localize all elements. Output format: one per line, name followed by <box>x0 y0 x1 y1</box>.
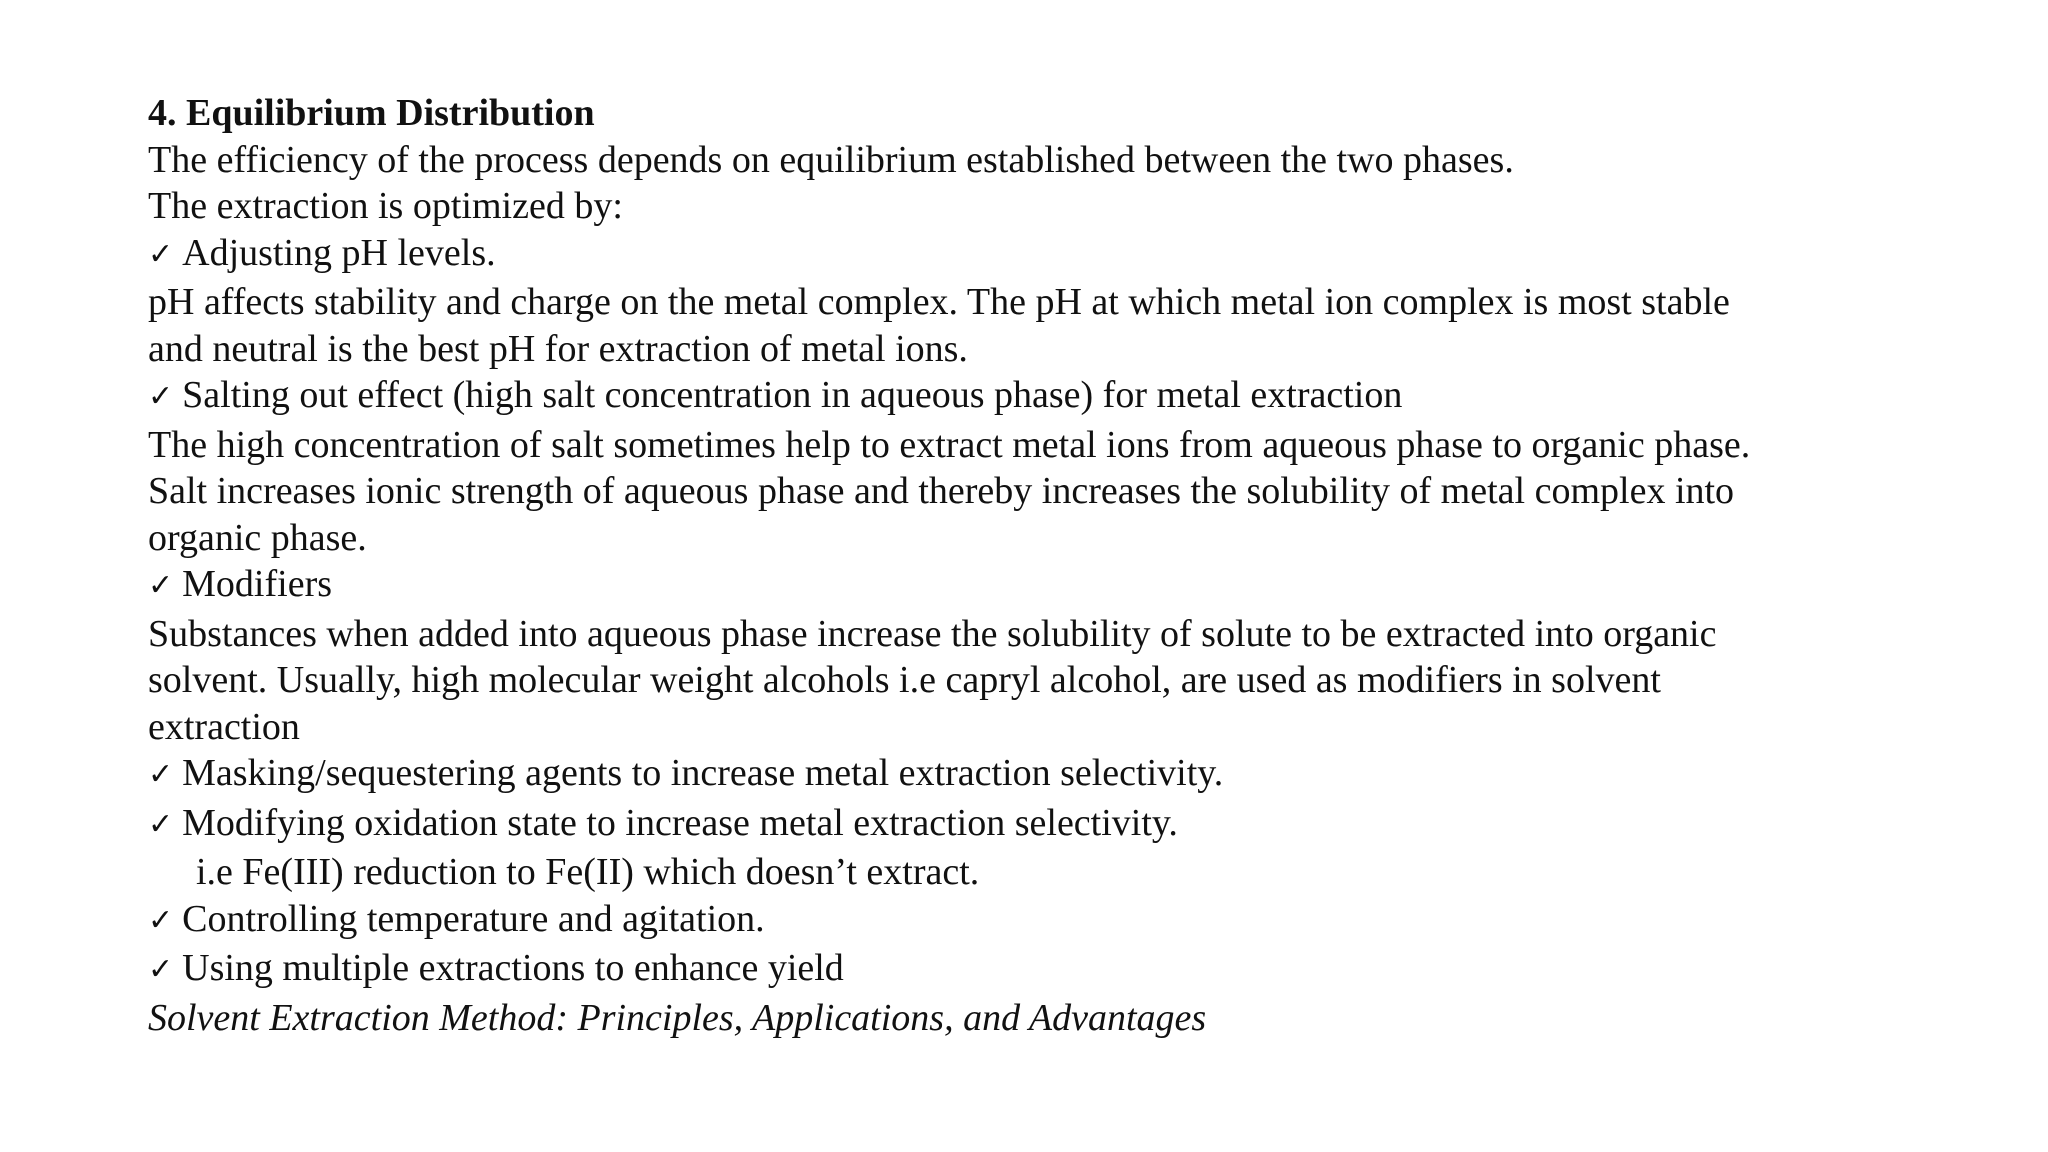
salting-body-line-1: The high concentration of salt sometimes help to extract metal ions from aqueous phase to organic phase. <box>148 423 1751 466</box>
intro-line-1: The efficiency of the process depends on equilibrium established between the two phases. <box>148 138 1514 181</box>
oxidation-note: i.e Fe(III) reduction to Fe(II) which doesn’t extract. <box>196 851 980 893</box>
checkmark-icon: ✓ <box>148 806 174 842</box>
bullet-oxidation <box>148 800 2008 850</box>
checkmark-icon: ✓ <box>148 379 174 414</box>
bullet-temperature-label: Controlling temperature and agitation. <box>182 897 765 940</box>
bullet-ph <box>148 230 2008 280</box>
ph-body-line-2: and neutral is the best pH for extraction of metal ions. <box>148 327 968 370</box>
salting-body-line-2: Salt increases ionic strength of aqueous phase and thereby increases the solubility of metal complex into <box>148 470 1735 512</box>
document-page <box>148 90 2008 1041</box>
checkmark-icon: ✓ <box>148 568 174 603</box>
bullet-ph-label: Adjusting pH levels. <box>182 231 496 274</box>
section-heading: 4. Equilibrium Distribution <box>148 92 595 134</box>
bullet-salting <box>148 372 2008 422</box>
modifiers-body-line-1: Substances when added into aqueous phase increase the solubility of solute to be extracted into organic <box>148 612 1717 655</box>
ph-body-line-1: pH affects stability and charge on the metal complex. The pH at which metal ion complex is most stable <box>148 281 1730 323</box>
bullet-multiple-label: Using multiple extractions to enhance yield <box>182 947 844 989</box>
modifiers-body-line-3: extraction <box>148 705 300 748</box>
checkmark-icon: ✓ <box>148 757 174 792</box>
checkmark-icon: ✓ <box>148 236 174 272</box>
checkmark-icon: ✓ <box>148 952 174 987</box>
salting-body-line-3: organic phase. <box>148 516 367 559</box>
source-caption: Solvent Extraction Method: Principles, Applications, and Advantages <box>148 996 1207 1039</box>
bullet-temperature <box>148 896 2008 946</box>
bullet-modifiers <box>148 561 2008 611</box>
bullet-salting-label: Salting out effect (high salt concentration in aqueous phase) for metal extraction <box>182 374 1403 416</box>
bullet-oxidation-label: Modifying oxidation state to increase metal extraction selectivity. <box>182 801 1178 844</box>
modifiers-body-line-2: solvent. Usually, high molecular weight alcohols i.e capryl alcohol, are used as modifiers in solvent <box>148 659 1661 701</box>
bullet-masking-label: Masking/sequestering agents to increase metal extraction selectivity. <box>182 752 1224 794</box>
intro-line-2: The extraction is optimized by: <box>148 185 623 227</box>
bullet-multiple <box>148 945 2008 995</box>
bullet-masking <box>148 750 2008 800</box>
bullet-modifiers-label: Modifiers <box>182 563 333 605</box>
checkmark-icon: ✓ <box>148 902 174 938</box>
